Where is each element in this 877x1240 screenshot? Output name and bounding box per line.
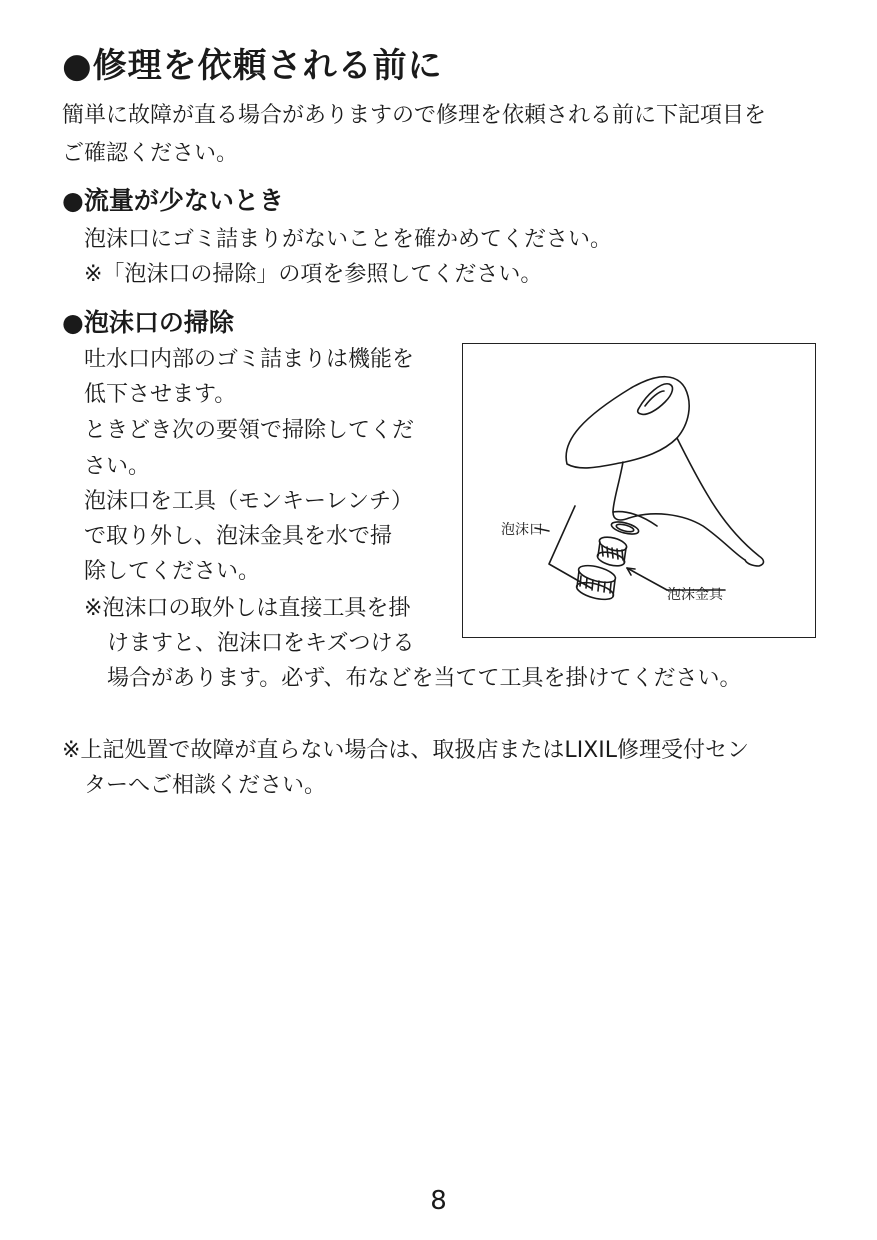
faucet-aerator-illustration: [462, 343, 816, 638]
faucet-drawing: [463, 344, 815, 637]
lever-slot: [638, 384, 673, 415]
caution-note-line-2: けますと、泡沫口をキズつける: [107, 631, 415, 656]
page-number: 8: [430, 1186, 447, 1216]
faucet-lever: [566, 377, 689, 468]
aerator-fitting-label: 泡沫金具: [667, 587, 723, 603]
caution-note-line-3: 場合があります。必ず、布などを当てて工具を掛けてください。: [107, 666, 742, 691]
section-heading-aerator-cleaning: ●泡沫口の掃除: [62, 308, 234, 337]
section-heading-low-flow: ●流量が少ないとき: [62, 186, 284, 215]
cleaning-text-line: さい。: [84, 454, 151, 479]
low-flow-text-2: ※「泡沫口の掃除」の項を参照してください。: [84, 262, 543, 287]
aerator-ring: [610, 520, 640, 537]
footer-note-line-1: ※上記処置で故障が直らない場合は、取扱店またはLIXIL修理受付セン: [62, 738, 749, 763]
intro-line-1: 簡単に故障が直る場合がありますので修理を依頼される前に下記項目を: [62, 103, 767, 128]
cleaning-text-line: 泡沫口を工具（モンキーレンチ）: [84, 489, 414, 514]
page-title: ●修理を依頼される前に: [62, 46, 443, 86]
low-flow-text-1: 泡沫口にゴミ詰まりがないことを確かめてください。: [84, 227, 613, 252]
faucet-body: [613, 462, 745, 560]
cleaning-text-line: ときどき次の要領で掃除してくだ: [84, 418, 415, 443]
cleaning-text-line: 吐水口内部のゴミ詰まりは機能を: [84, 347, 415, 372]
fitting-leader: [627, 568, 667, 590]
caution-note-line-1: ※泡沫口の取外しは直接工具を掛: [84, 596, 411, 621]
intro-line-2: ご確認ください。: [62, 141, 239, 166]
footer-note-line-2: ターへご相談ください。: [84, 773, 327, 798]
cleaning-text-line: で取り外し、泡沫金具を水で掃: [84, 524, 393, 549]
aerator-label: 泡沫口: [501, 522, 543, 538]
cleaning-text-line: 除してください。: [84, 559, 261, 584]
cleaning-text-line: 低下させます。: [84, 382, 237, 407]
